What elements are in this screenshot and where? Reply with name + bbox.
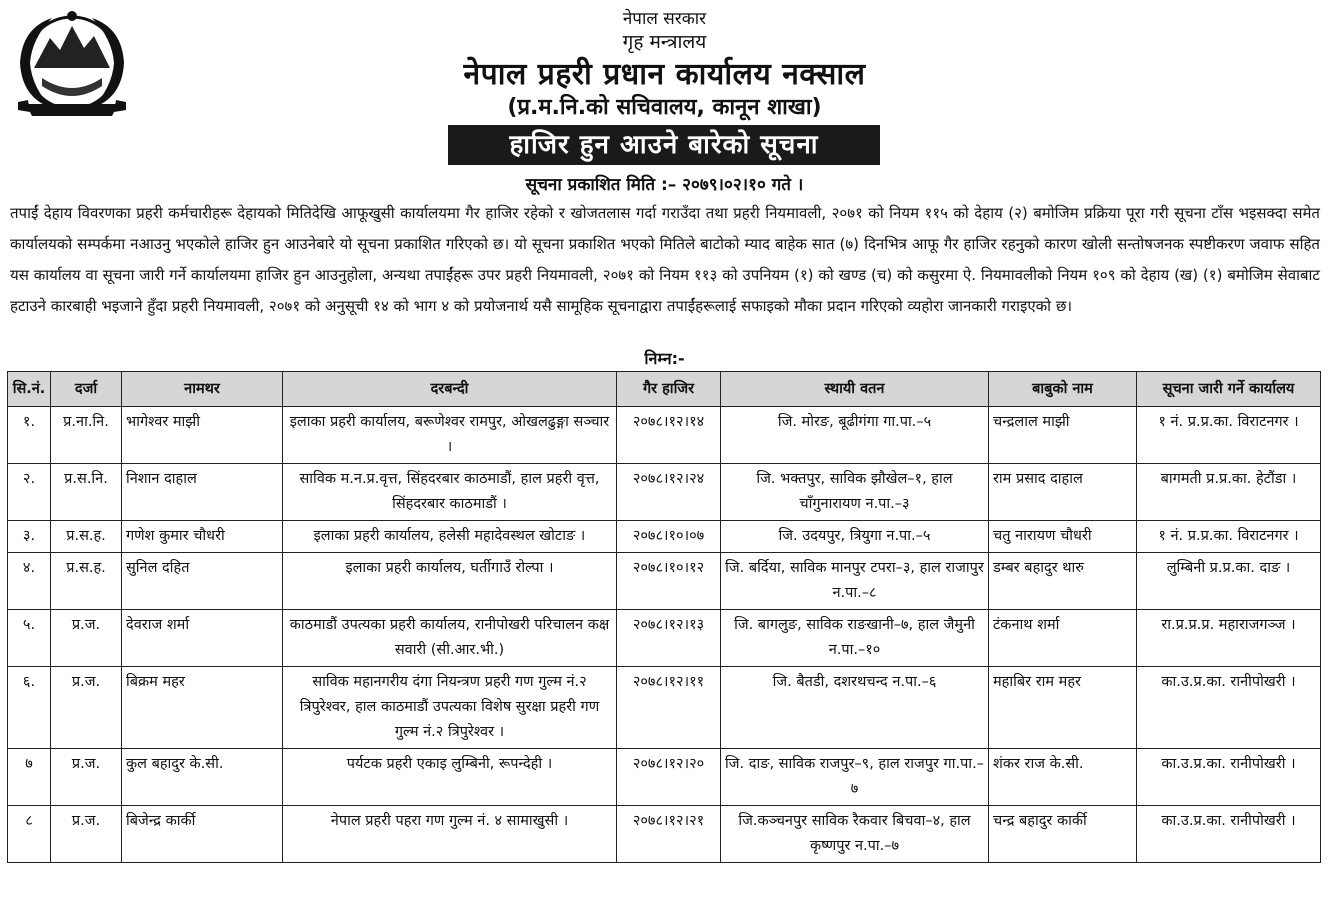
cell-rank: प्र.ज. [51, 806, 122, 863]
cell-name: भागेश्वर माझी [122, 407, 283, 464]
table-row [8, 806, 1321, 863]
cell-absent-date: २०७८।१२।१४ [617, 407, 721, 464]
absentee-table [7, 371, 1321, 863]
cell-name: बिजेन्द्र कार्की [122, 806, 283, 863]
cell-rank: प्र.स.ह. [51, 553, 122, 610]
table-row [8, 464, 1321, 521]
col-header-serial: सि.नं. [8, 372, 51, 407]
cell-posting: इलाका प्रहरी कार्यालय, बरूणेश्वर रामपुर, ओखलढुङ्गा सञ्चार । [283, 407, 617, 464]
cell-father-name: डम्बर बहादुर थारु [989, 553, 1137, 610]
cell-address: जि. मोरङ, बूढीगंगा गा.पा.–५ [721, 407, 989, 464]
published-date: सूचना प्रकाशित मिति :– २०७९।०२।१० गते । [525, 175, 804, 195]
cell-address: जि. बैतडी, दशरथचन्द न.पा.–६ [721, 667, 989, 749]
cell-posting: साविक महानगरीय दंगा नियन्त्रण प्रहरी गण गुल्म नं.२ त्रिपुरेश्वर, हाल काठमाडौं उपत्यका विशेष सुरक्षा प्रहरी गण गुल्म नं.२ त्रिपुरेश्वर । [283, 667, 617, 749]
table-row [8, 407, 1321, 464]
col-header-absent-date: गैर हाजिर [617, 372, 721, 407]
cell-absent-date: २०७८।१०।०७ [617, 521, 721, 553]
cell-father-name: शंकर राज के.सी. [989, 749, 1137, 806]
cell-serial: १. [8, 407, 51, 464]
col-header-address: स्थायी वतन [721, 372, 989, 407]
col-header-posting: दरबन्दी [283, 372, 617, 407]
cell-rank: प्र.स.नि. [51, 464, 122, 521]
table-row [8, 553, 1321, 610]
cell-serial: ८ [8, 806, 51, 863]
cell-address: जि. उदयपुर, त्रियुगा न.पा.–५ [721, 521, 989, 553]
table-row [8, 749, 1321, 806]
section-label: (प्र.म.नि.को सचिवालय, कानून शाखा) [507, 95, 822, 120]
cell-issuing-office: १ नं. प्र.प्र.का. विराटनगर । [1137, 407, 1321, 464]
cell-name: कुल बहादुर के.सी. [122, 749, 283, 806]
cell-name: बिक्रम महर [122, 667, 283, 749]
cell-father-name: महाबिर राम महर [989, 667, 1137, 749]
cell-posting: साविक म.न.प्र.वृत्त, सिंहदरबार काठमाडौं, हाल प्रहरी वृत्त, सिंहदरबार काठमाडौं । [283, 464, 617, 521]
office-title: नेपाल प्रहरी प्रधान कार्यालय नक्साल [463, 57, 866, 92]
cell-issuing-office: १ नं. प्र.प्र.का. विराटनगर । [1137, 521, 1321, 553]
cell-serial: ४. [8, 553, 51, 610]
table-header-row [8, 372, 1321, 407]
cell-issuing-office: का.उ.प्र.का. रानीपोखरी । [1137, 667, 1321, 749]
cell-posting: इलाका प्रहरी कार्यालय, हलेसी महादेवस्थल खोटाङ । [283, 521, 617, 553]
cell-absent-date: २०७८।१०।१२ [617, 553, 721, 610]
cell-posting: नेपाल प्रहरी पहरा गण गुल्म नं. ४ सामाखुसी । [283, 806, 617, 863]
notice-body: तपाईं देहाय विवरणका प्रहरी कर्मचारीहरू देहायको मितिदेखि आफूखुसी कार्यालयमा गैर हाजिर रहेको र खोजतलास गर्दा गराउँदा तथा प्रहरी नियमावली, २०७१ को नियम ११५ को देहाय (२) बमोजिम प्रक्रिया पूरा गरी सूचना टाँस भइसक्दा समेत कार्यालयको सम्पर्कमा नआउनु भएकोले हाजिर हुन आउनेबारे यो सूचना प्रकाशित गरिएको छ। यो सूचना प्रकाशित भएको मितिले बाटोको म्याद बाहेक सात (७) दिनभित्र आफू गैर हाजिर रहनुको कारण खोली सन्तोषजनक स्पष्टीकरण जवाफ सहित यस कार्यालय वा सूचना जारी गर्ने कार्यालयमा हाजिर हुन आउनुहोला, अन्यथा तपाईंहरू उपर प्रहरी नियमावली, २०७१ को नियम ११३ को उपनियम (१) को खण्ड (च) को कसुरमा ऐ. नियमावलीको नियम १०९ को देहाय (ख) (१) बमोजिम सेवाबाट हटाउने कारबाही भइजाने हुँदा प्रहरी नियमावली, २०७१ को अनुसूची १४ को भाग ४ को प्रयोजनार्थ यसै सामूहिक सूचनाद्वारा तपाईंहरूलाई सफाइको मौका प्रदान गरिएको व्यहोरा जानकारी गराइएको छ। [10, 204, 1320, 315]
cell-serial: ७ [8, 749, 51, 806]
col-header-father-name: बाबुको नाम [989, 372, 1137, 407]
cell-address: जि. दाङ, साविक राजपुर–९, हाल राजपुर गा.पा.–७ [721, 749, 989, 806]
government-label: नेपाल सरकार [622, 9, 707, 29]
cell-father-name: राम प्रसाद दाहाल [989, 464, 1137, 521]
table-row [8, 521, 1321, 553]
cell-serial: ६. [8, 667, 51, 749]
cell-issuing-office: का.उ.प्र.का. रानीपोखरी । [1137, 749, 1321, 806]
cell-rank: प्र.ज. [51, 667, 122, 749]
cell-serial: २. [8, 464, 51, 521]
cell-address: जि.कञ्चनपुर साविक रैकवार बिचवा–४, हाल कृष्णपुर न.पा.–७ [721, 806, 989, 863]
cell-absent-date: २०७८।१२।११ [617, 667, 721, 749]
notice-title-banner: हाजिर हुन आउने बारेको सूचना [448, 125, 880, 165]
cell-serial: ५. [8, 610, 51, 667]
col-header-name: नामथर [122, 372, 283, 407]
cell-serial: ३. [8, 521, 51, 553]
cell-name: गणेश कुमार चौधरी [122, 521, 283, 553]
cell-issuing-office: बागमती प्र.प्र.का. हेटौंडा । [1137, 464, 1321, 521]
cell-rank: प्र.ज. [51, 749, 122, 806]
table-row [8, 610, 1321, 667]
cell-posting: पर्यटक प्रहरी एकाइ लुम्बिनी, रूपन्देही । [283, 749, 617, 806]
list-heading: निम्न:- [644, 349, 685, 368]
cell-father-name: टंकनाथ शर्मा [989, 610, 1137, 667]
cell-father-name: चन्द्रलाल माझी [989, 407, 1137, 464]
cell-issuing-office: रा.प्र.प्र.प्र. महाराजगञ्ज । [1137, 610, 1321, 667]
cell-rank: प्र.स.ह. [51, 521, 122, 553]
notice-header [0, 0, 1329, 170]
cell-name: निशान दाहाल [122, 464, 283, 521]
cell-address: जि. बर्दिया, साविक मानपुर टपरा–३, हाल राजापुर न.पा.–८ [721, 553, 989, 610]
cell-rank: प्र.ना.नि. [51, 407, 122, 464]
cell-absent-date: २०७८।१२।१३ [617, 610, 721, 667]
cell-absent-date: २०७८।१२।२१ [617, 806, 721, 863]
cell-issuing-office: का.उ.प्र.का. रानीपोखरी । [1137, 806, 1321, 863]
ministry-label: गृह मन्त्रालय [622, 31, 707, 53]
cell-posting: इलाका प्रहरी कार्यालय, घर्तीगाउँ रोल्पा । [283, 553, 617, 610]
cell-father-name: चतु नारायण चौधरी [989, 521, 1137, 553]
cell-address: जि. बागलुङ, साविक राङखानी–७, हाल जैमुनी न.पा.–१० [721, 610, 989, 667]
col-header-issuing-office: सूचना जारी गर्ने कार्यालय [1137, 372, 1321, 407]
table-row [8, 667, 1321, 749]
cell-rank: प्र.ज. [51, 610, 122, 667]
cell-posting: काठमाडौं उपत्यका प्रहरी कार्यालय, रानीपोखरी परिचालन कक्ष सवारी (सी.आर.भी.) [283, 610, 617, 667]
cell-name: सुनिल दहित [122, 553, 283, 610]
cell-address: जि. भक्तपुर, साविक झौखेल–१, हाल चाँगुनारायण न.पा.–३ [721, 464, 989, 521]
cell-name: देवराज शर्मा [122, 610, 283, 667]
cell-absent-date: २०७८।१२।२० [617, 749, 721, 806]
col-header-rank: दर्जा [51, 372, 122, 407]
cell-father-name: चन्द्र बहादुर कार्की [989, 806, 1137, 863]
cell-issuing-office: लुम्बिनी प्र.प्र.का. दाङ । [1137, 553, 1321, 610]
cell-absent-date: २०७८।१२।२४ [617, 464, 721, 521]
